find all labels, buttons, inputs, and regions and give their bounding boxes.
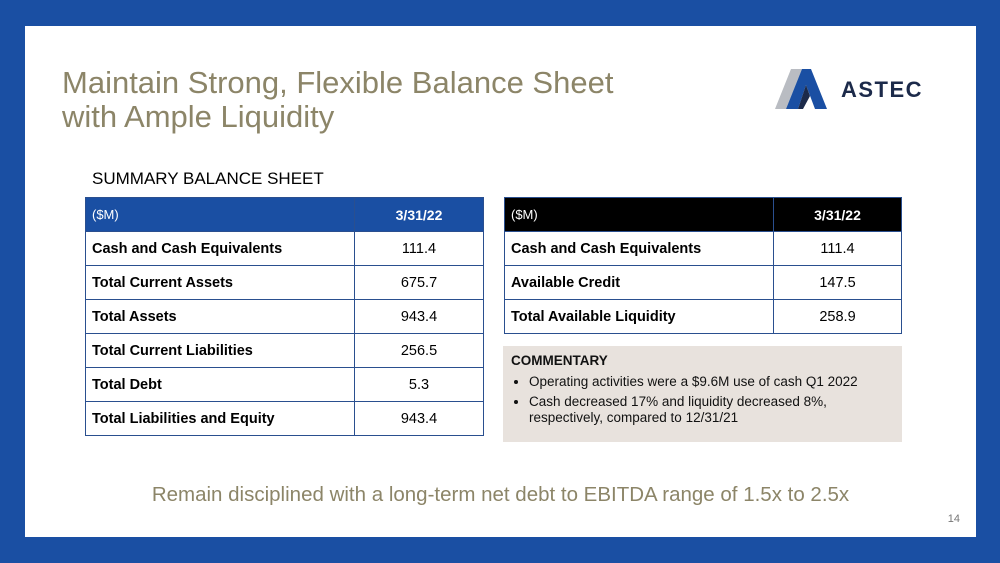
- liquidity-table: [504, 197, 902, 334]
- page-number: 14: [947, 513, 960, 525]
- row-value: 943.4: [355, 300, 484, 334]
- table-row: [86, 368, 484, 402]
- row-label: Total Debt: [86, 368, 355, 402]
- commentary-box: [503, 346, 902, 442]
- header-unit: ($M): [86, 198, 355, 232]
- table-row: [505, 300, 902, 334]
- astec-logo-icon: [775, 67, 835, 113]
- logo-text: ASTEC: [841, 77, 924, 102]
- table-row: [86, 334, 484, 368]
- row-label: Cash and Cash Equivalents: [505, 232, 774, 266]
- table-row: [505, 232, 902, 266]
- table-row: [505, 266, 902, 300]
- row-value: 111.4: [355, 232, 484, 266]
- header-date: 3/31/22: [774, 198, 902, 232]
- bottom-statement: Remain disciplined with a long-term net debt to EBITDA range of 1.5x to 2.5x: [151, 483, 850, 506]
- row-label: Cash and Cash Equivalents: [86, 232, 355, 266]
- commentary-list: [511, 374, 894, 426]
- title-line-1: Maintain Strong, Flexible Balance Sheet: [62, 65, 614, 100]
- title-line-2: with Ample Liquidity: [62, 99, 335, 134]
- commentary-bullet: • Operating activities were a $9.6M use of cash Q1 2022: [529, 374, 894, 390]
- commentary-title: COMMENTARY: [511, 353, 608, 368]
- row-value: 675.7: [355, 266, 484, 300]
- row-value: 147.5: [774, 266, 902, 300]
- table-header-row: [505, 198, 902, 232]
- table-row: [86, 232, 484, 266]
- row-value: 258.9: [774, 300, 902, 334]
- astec-logo: [775, 67, 950, 113]
- commentary-bullet: • Cash decreased 17% and liquidity decreased 8%, respectively, compared to 12/31/21: [529, 394, 894, 426]
- row-label: Total Current Assets: [86, 266, 355, 300]
- table-row: [86, 402, 484, 436]
- row-value: 111.4: [774, 232, 902, 266]
- page-title: [62, 66, 613, 134]
- row-label: Available Credit: [505, 266, 774, 300]
- row-value: 5.3: [355, 368, 484, 402]
- row-value: 943.4: [355, 402, 484, 436]
- slide: [25, 26, 976, 537]
- table-header-row: [86, 198, 484, 232]
- row-label: Total Current Liabilities: [86, 334, 355, 368]
- table-row: [86, 300, 484, 334]
- summary-heading: SUMMARY BALANCE SHEET: [92, 169, 324, 188]
- row-label: Total Liabilities and Equity: [86, 402, 355, 436]
- header-date: 3/31/22: [355, 198, 484, 232]
- header-unit: ($M): [505, 198, 774, 232]
- table-row: [86, 266, 484, 300]
- row-label: Total Assets: [86, 300, 355, 334]
- balance-sheet-table: [85, 197, 484, 436]
- row-value: 256.5: [355, 334, 484, 368]
- row-label: Total Available Liquidity: [505, 300, 774, 334]
